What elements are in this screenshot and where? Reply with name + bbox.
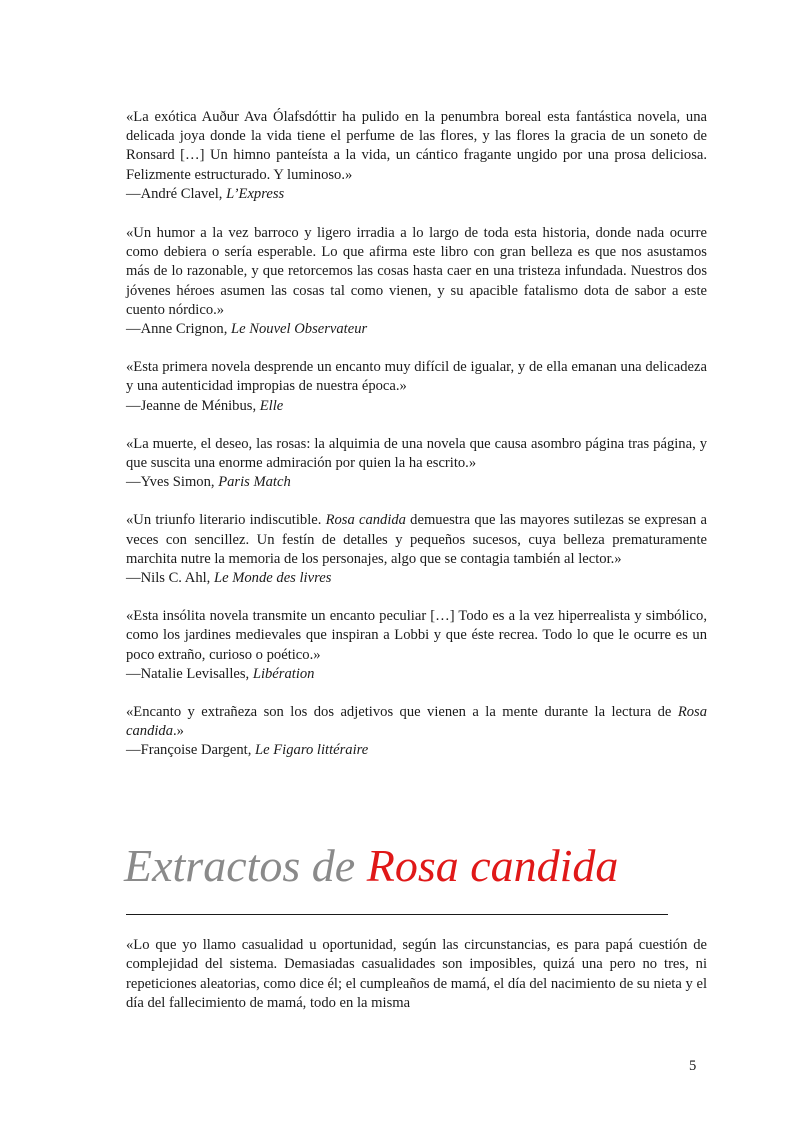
review-4 bbox=[126, 435, 707, 493]
review-author: —Anne Crignon, bbox=[126, 321, 231, 338]
review-attribution bbox=[126, 185, 707, 204]
review-author: —André Clavel, bbox=[126, 185, 227, 202]
reviews-section bbox=[126, 108, 707, 780]
page-number: 5 bbox=[689, 1058, 697, 1074]
review-attribution bbox=[126, 473, 707, 492]
book-title-inline: Rosa candida bbox=[325, 512, 406, 529]
review-quote: «Esta insólita novela transmite un encanto peculiar […] Todo es a la vez hiperrealista y simbólico, como los jardines medievales que inspiran a Lobbi y que éste recrea. Todo lo que le ocurre es un poco extraño, curioso o poético.» bbox=[126, 608, 707, 663]
excerpt-text: «Lo que yo llamo casualidad u oportunidad, según las circunstancias, es para papá cuestión de complejidad del sistema. Demasiadas casualidades son imposibles, quizá una pero no tres, ni repeticiones aleatorias, como dice él; el cumpleaños de mamá, el día del nacimiento de su nieta y el día del fallecimiento de mamá, todo en la misma bbox=[126, 937, 707, 1012]
review-source: Libération bbox=[252, 665, 315, 682]
review-3 bbox=[126, 358, 707, 416]
review-source: Le Monde des livres bbox=[213, 570, 332, 587]
review-7 bbox=[126, 703, 707, 761]
review-5 bbox=[126, 511, 707, 588]
review-author: —Yves Simon, bbox=[126, 474, 219, 491]
review-author: —Natalie Levisalles, bbox=[126, 665, 253, 682]
review-source: Le Nouvel Observateur bbox=[231, 321, 368, 338]
review-quote: «Esta primera novela desprende un encanto muy difícil de igualar, y de ella emanan una delicadeza y una autenticidad impropias de nuestra época.» bbox=[126, 359, 707, 395]
review-quote: «La exótica Auður Ava Ólafsdóttir ha pulido en la penumbra boreal esta fantástica novela, una delicada joya donde la vida tiene el perfume de las flores, y las flores la gracia de un soneto de Ronsard […] Un himno panteísta a la vida, un cántico fragante ungido por una prosa deliciosa. Felizmente estructurado. Y luminoso.» bbox=[126, 109, 707, 183]
review-source: Le Figaro littéraire bbox=[255, 742, 369, 759]
review-6 bbox=[126, 607, 707, 684]
review-2 bbox=[126, 224, 707, 339]
review-source: Paris Match bbox=[218, 474, 291, 491]
review-attribution bbox=[126, 320, 707, 339]
review-quote: «La muerte, el deseo, las rosas: la alquimia de una novela que causa asombro página tras página, y que suscita una enorme admiración por quien la ha escrito.» bbox=[126, 435, 707, 472]
review-source: Elle bbox=[259, 397, 284, 414]
review-attribution bbox=[126, 741, 707, 760]
review-attribution bbox=[126, 665, 707, 684]
review-quote-part: .» bbox=[173, 723, 184, 740]
section-heading bbox=[124, 838, 618, 894]
review-1 bbox=[126, 108, 707, 204]
review-author: —Nils C. Ahl, bbox=[126, 570, 214, 587]
heading-divider bbox=[126, 914, 668, 915]
book-title-inline: Rosa candida bbox=[126, 704, 707, 740]
review-attribution bbox=[126, 569, 707, 588]
review-author: —Jeanne de Ménibus, bbox=[126, 397, 260, 414]
review-attribution bbox=[126, 397, 707, 416]
review-quote bbox=[126, 511, 707, 569]
review-author: —Françoise Dargent, bbox=[126, 742, 256, 759]
review-quote-part: demuestra que las mayores sutilezas se expresan a veces con sencillez. Un festín de detalles y pequeños sucesos, cuya belleza prematuramente marchita nutre la memoria de los personajes, algo que se contagia también al lector.» bbox=[126, 512, 707, 567]
heading-prefix: Extractos de bbox=[124, 840, 367, 891]
review-quote: «Un humor a la vez barroco y ligero irradia a lo largo de toda esta historia, donde nada ocurre como debiera o sería esperable. Lo que afirma este libro con gran belleza es que nos asustamos más de lo razonable, y que retorcemos las cosas hasta caer en una tristeza infundada. Nuestros dos jóvenes héroes asumen las cosas tal como vienen, y su apacible fatalismo dota de sabor a este cuento nórdico.» bbox=[126, 225, 707, 318]
review-source: L’Express bbox=[226, 185, 285, 202]
review-quote bbox=[126, 703, 707, 741]
review-quote-part: «Encanto y extrañeza son los dos adjetivos que vienen a la mente durante la lectura de bbox=[126, 704, 678, 721]
heading-book-title: Rosa candida bbox=[366, 840, 619, 891]
review-quote-part: «Un triunfo literario indiscutible. bbox=[126, 512, 326, 529]
